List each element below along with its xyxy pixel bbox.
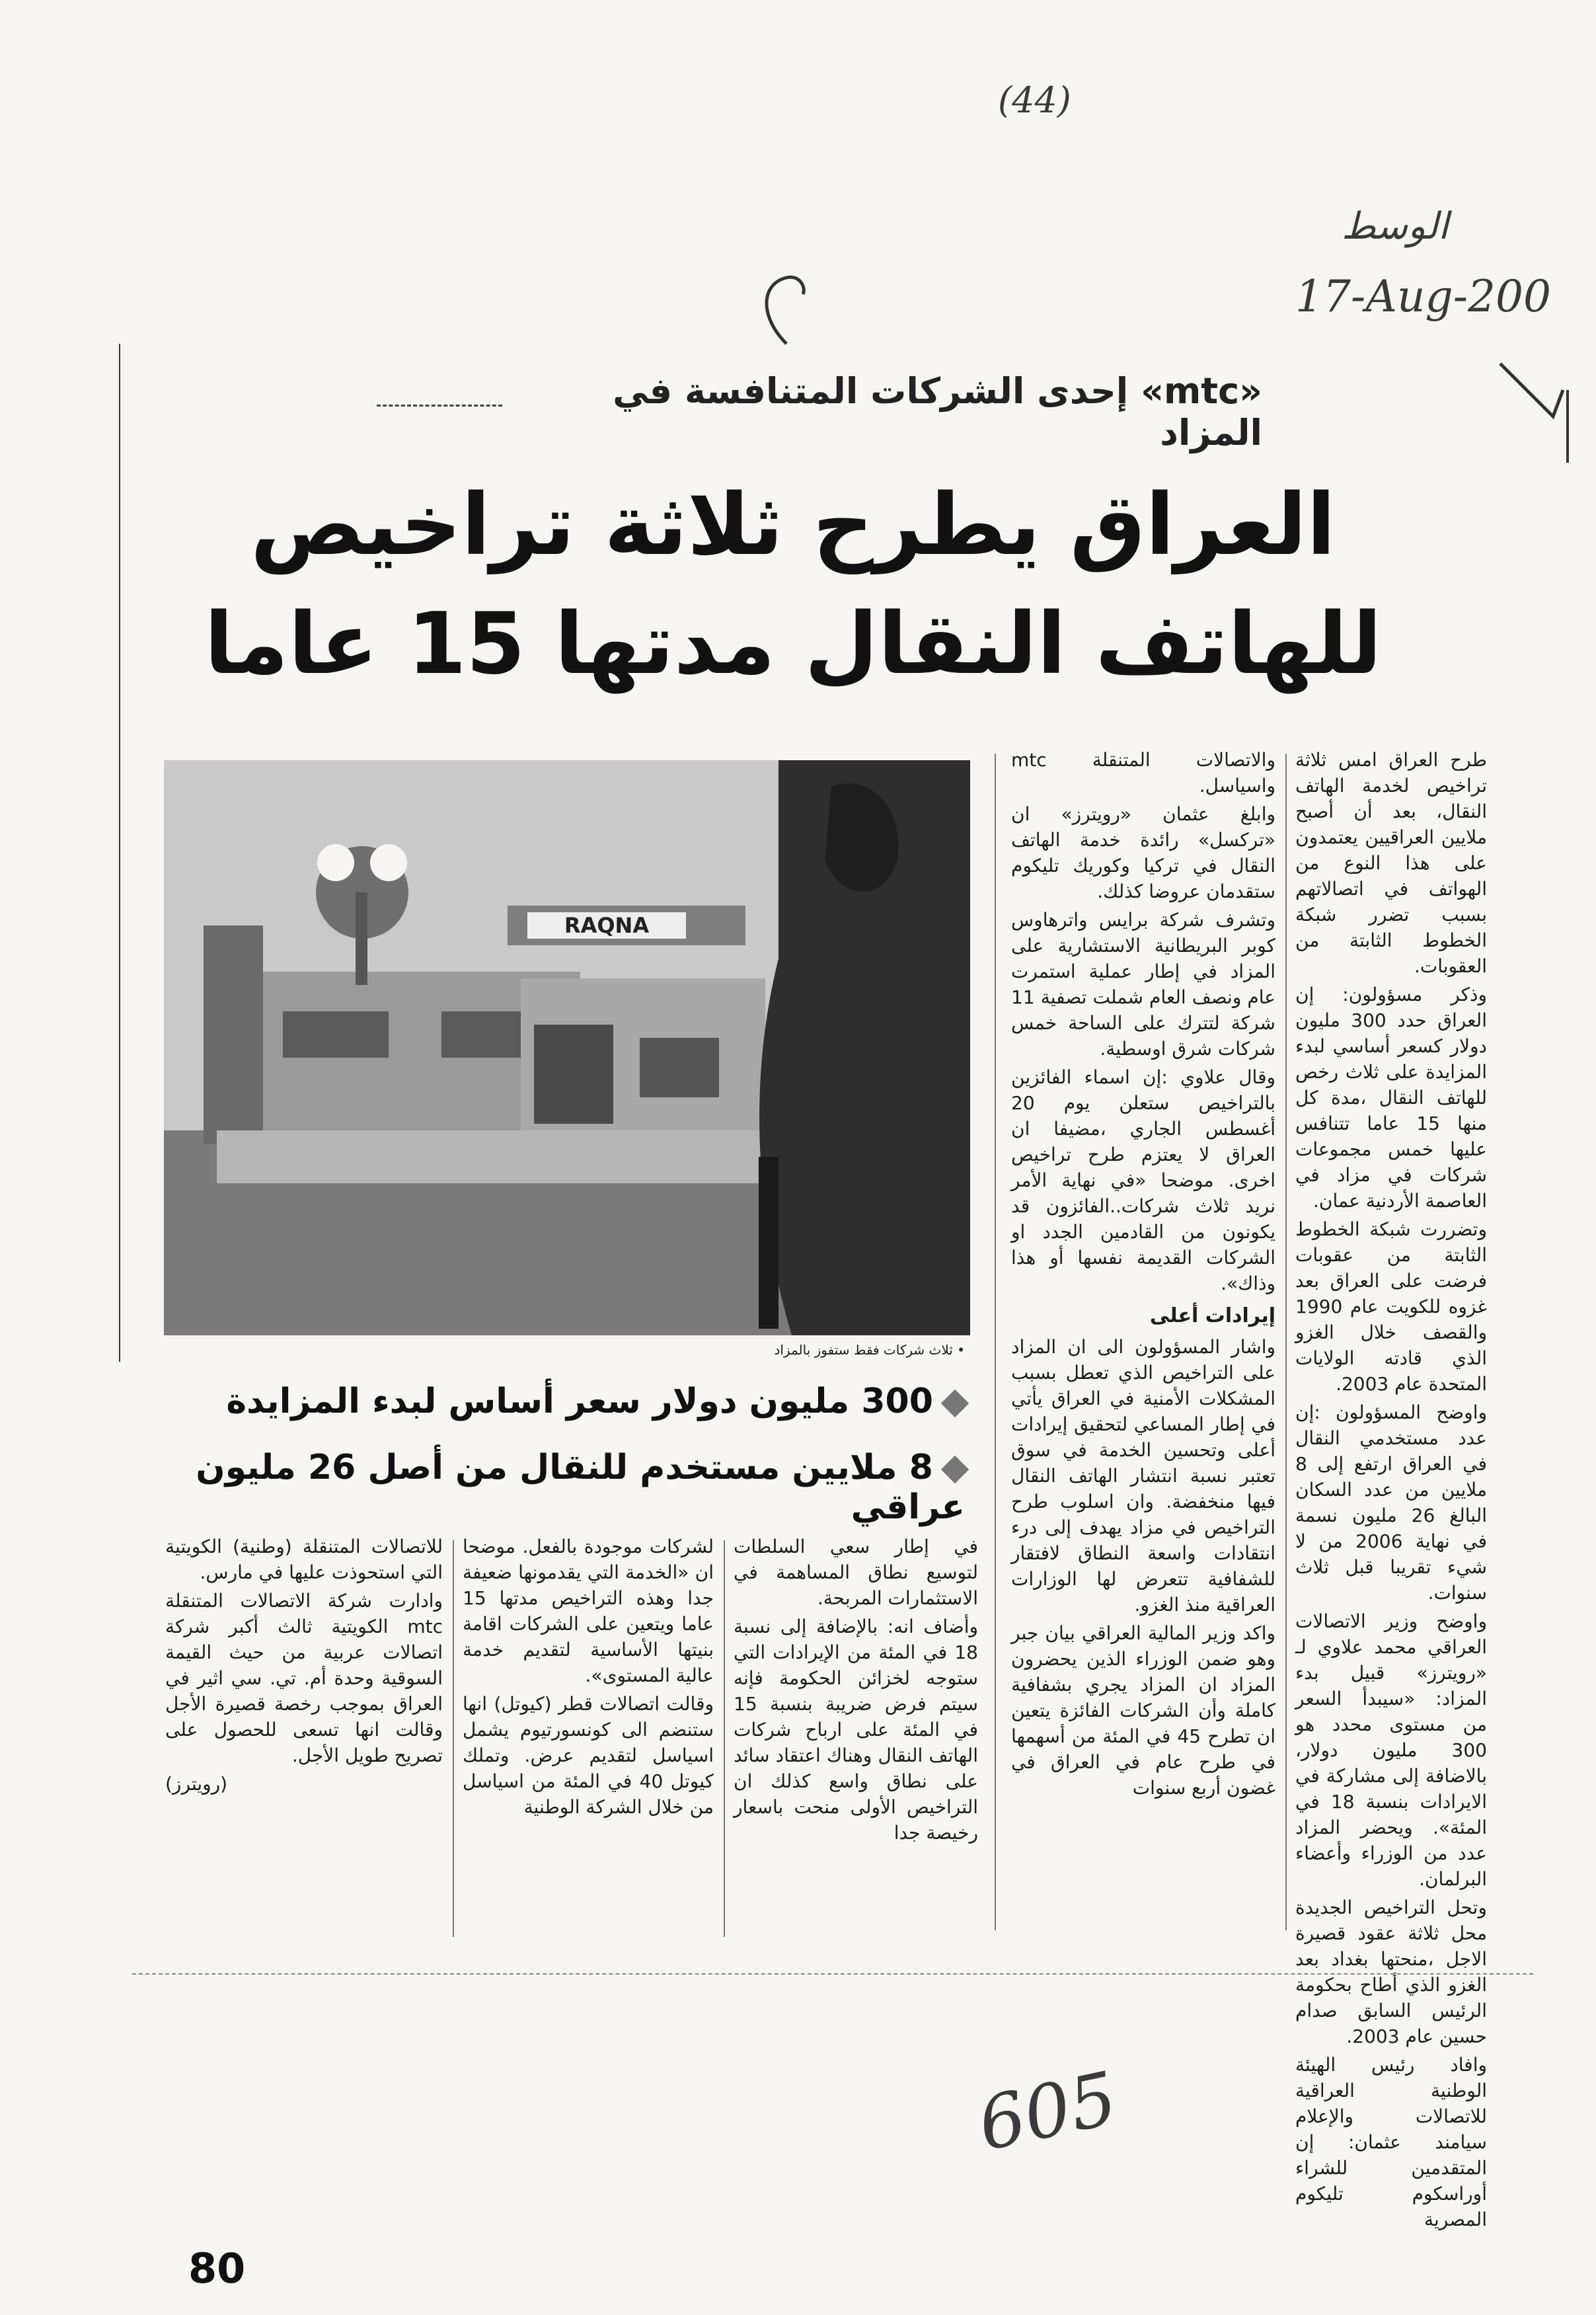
section-subhead: إيرادات أعلى [1149,1304,1275,1327]
col4-para-2: وقالت اتصالات قطر (كيوتل) انها ستنضم الى كونسورتيوم يشمل اسياسل لتقديم عرض. وتملك كيوتل 40 في المئة من اسياسل من خلال الشركة الوطنية [463,1693,714,1818]
left-frame-line [119,344,120,1362]
diamond-bullet-icon [941,1390,969,1417]
article-photo [164,760,970,1335]
text-column-1 [1295,747,1487,2235]
col1-para-2: وذكر مسؤولون: إن العراق حدد 300 مليون دولار كسعر أساسي لبدء المزايدة على ثلاث رخص للهاتف النقال ،مدة كل منها 15 عاما تتنافس عليها خمس مجموعات شركات في مزاد في العاصمة الأردنية عمان. [1295,984,1487,1212]
highlight-1 [198,1382,965,1421]
text-column-3 [734,1534,978,1848]
date-handwritten: 17-Aug-200 [1295,271,1551,322]
text-column-4 [463,1534,714,1823]
column-divider-3 [724,1540,725,1937]
bottom-rule [132,1973,1533,1975]
photo-caption: • ثلاث شركات فقط ستفوز بالمزاد [774,1342,965,1358]
page-number: 80 [188,2244,246,2293]
edge-mark [1566,390,1569,463]
col2-para-4: وقال علاوي :إن اسماء الفائزين بالتراخيص ستعلن يوم 20 أغسطس الجاري ،مضيفا ان العراق لا يعتزم طرح تراخيص اخرى. موضحا «في نهاية الأمر نريد ثلاث شركات..الفائزون قد يكونون من القادمين الجدد او الشركات القديمة نفسها أو هذا وذاك». [1011,1066,1275,1294]
col5-para-1: للاتصالات المتنقلة (وطنية) الكويتية التي استحوذت عليها في مارس. [165,1536,443,1583]
col1-para-4: واوضح المسؤولون :إن عدد مستخدمي النقال في العراق ارتفع إلى 8 ملايين من عدد السكان البالغ 26 مليون نسمة في نهاية 2006 من لا شيء تقريبا قبل ثلاث سنوات. [1295,1401,1488,1604]
diamond-bullet-icon [941,1456,969,1483]
kicker-rule [377,405,502,407]
highlight-1-text: 300 مليون دولار سعر أساس لبدء المزايدة [226,1382,933,1421]
headline-line-2: للهاتف النقال مدتها 15 عاما [204,595,1382,693]
photo-scene [164,760,970,1335]
top-mark: (44) [998,79,1071,121]
col4-para-1: لشركات موجودة بالفعل. موضحا ان «الخدمة التي يقدمونها ضعيفة جدا وهذه التراخيص مدتها 15 عاما ويتعين على الشركات اقامة بنيتها الأساسية لتقديم خدمة عالية المستوى». [463,1536,714,1686]
col2-para-1: والاتصالات المتنقلة mtc واسياسل. [1011,749,1275,797]
highlight-2 [152,1448,965,1527]
article-kicker: «mtc» إحدى الشركات المتنافسة في المزاد [613,370,1262,453]
col1-para-5: واوضح وزير الاتصالات العراقي محمد علاوي لـ «رويترز» قبيل بدء المزاد: «سيبدأ السعر من مستوى محدد هو 300 مليون دولار، بالاضافة إلى مشاركة في الايرادات بنسبة 18 في المئة». ويحضر المزاد عدد من الوزراء وأعضاء البرلمان. [1295,1610,1488,1890]
source-handwritten: الوسط [1342,205,1449,248]
column-divider-2 [995,754,996,1930]
text-column-5 [165,1534,443,1799]
col5-signoff: (رويترز) [165,1773,228,1795]
headline-line-1: العراق يطرح ثلاثة تراخيص [250,476,1336,574]
col1-para-7: وافاد رئيس الهيئة الوطنية العراقية للاتصالات والإعلام سيامند عثمان: إن المتقدمين للشراء أوراسكوم تليكوم المصرية [1295,2054,1487,2230]
hook-mark [747,258,819,357]
col2b-para-2: واكد وزير المالية العراقي بيان جبر وهو ضمن الوزراء الذين يحضرون المزاد ان المزاد يجري بشفافية كاملة وأن الشركات الفائزة يتعين ان تطرح 45 في المئة من أسهمها في طرح عام في العراق في غضون أربع سنوات [1011,1622,1275,1799]
highlight-2-text: 8 ملايين مستخدم للنقال من أصل 26 مليون عراقي [196,1448,965,1527]
col2b-para-1: واشار المسؤولون الى ان المزاد على التراخيص الذي تعطل بسبب المشكلات الأمنية في العراق يأتي في إطار المساعي لتحقيق إيرادات أعلى وتحسين الخدمة في سوق تعتبر نسبة انتشار الهاتف النقال فيها منخفضة. وان اسلوب طرح التراخيص في مزاد يهدف إلى درء انتقادات واسعة النطاق لافتقار للشفافية تتعرض لها الوزارات العراقية منذ الغزو. [1011,1336,1275,1616]
col2-para-3: وتشرف شركة برايس واترهاوس كوبر البريطانية الاستشارية على المزاد في إطار عملية استمرت عام ونصف العام شملت تصفية 11 شركة لتترك على الساحة خمس شركات شرق اوسطية. [1011,909,1275,1060]
text-column-2 [1011,747,1275,1803]
col1-para-1: طرح العراق امس ثلاثة تراخيص لخدمة الهاتف النقال، بعد أن أصبح ملايين العراقيين يعتمدون على هذا النوع من الهواتف في اتصالاتهم بسبب تضرر شبكة الخطوط الثابتة من العقوبات. [1295,749,1487,977]
col3-para-1: في إطار سعي السلطات لتوسيع نطاق المساهمة في الاستثمارات المربحة. [734,1536,978,1609]
col5-para-2: وادارت شركة الاتصالات المتنقلة mtc الكويتية ثالث أكبر شركة اتصالات عربية من حيث القيمة السوقية وحدة أم. تي. سي اثير في العراق بموجب رخصة قصيرة الأجل وقالت انها تسعى للحصول على تصريح طويل الأجل. [165,1590,443,1766]
col1-para-3: وتضررت شبكة الخطوط الثابتة من عقوبات فرضت على العراق بعد غزوه للكويت عام 1990 والقصف خلال الغزو الذي قادته الولايات المتحدة عام 2003. [1295,1218,1487,1395]
slash-mark [1494,350,1573,450]
column-divider-1 [1285,754,1287,1930]
column-divider-4 [453,1540,454,1937]
bottom-handwritten: 605 [970,2055,1124,2168]
col2-para-2: وابلغ عثمان «رويترز» ان «تركسل» رائدة خدمة الهاتف النقال في تركيا وكوريك تليكوم ستقدمان عروضا كذلك. [1011,803,1275,902]
col3-para-2: وأضاف انه: بالإضافة إلى نسبة 18 في المئة من الإيرادات التي ستوجه لخزائن الحكومة فإنه سيتم فرض ضريبة بنسبة 15 في المئة على ارباح شركات الهاتف النقال وهناك اعتقاد سائد على نطاق واسع كذلك ان التراخيص الأولى منحت باسعار رخيصة جدا [734,1616,978,1844]
col1-para-6: وتحل التراخيص الجديدة محل ثلاثة عقود قصيرة الاجل ،منحتها بغداد بعد الغزو الذي أطاح بحكومة الرئيس السابق صدام حسين عام 2003. [1295,1897,1487,2047]
photo-sign: RAQNA [527,912,686,939]
